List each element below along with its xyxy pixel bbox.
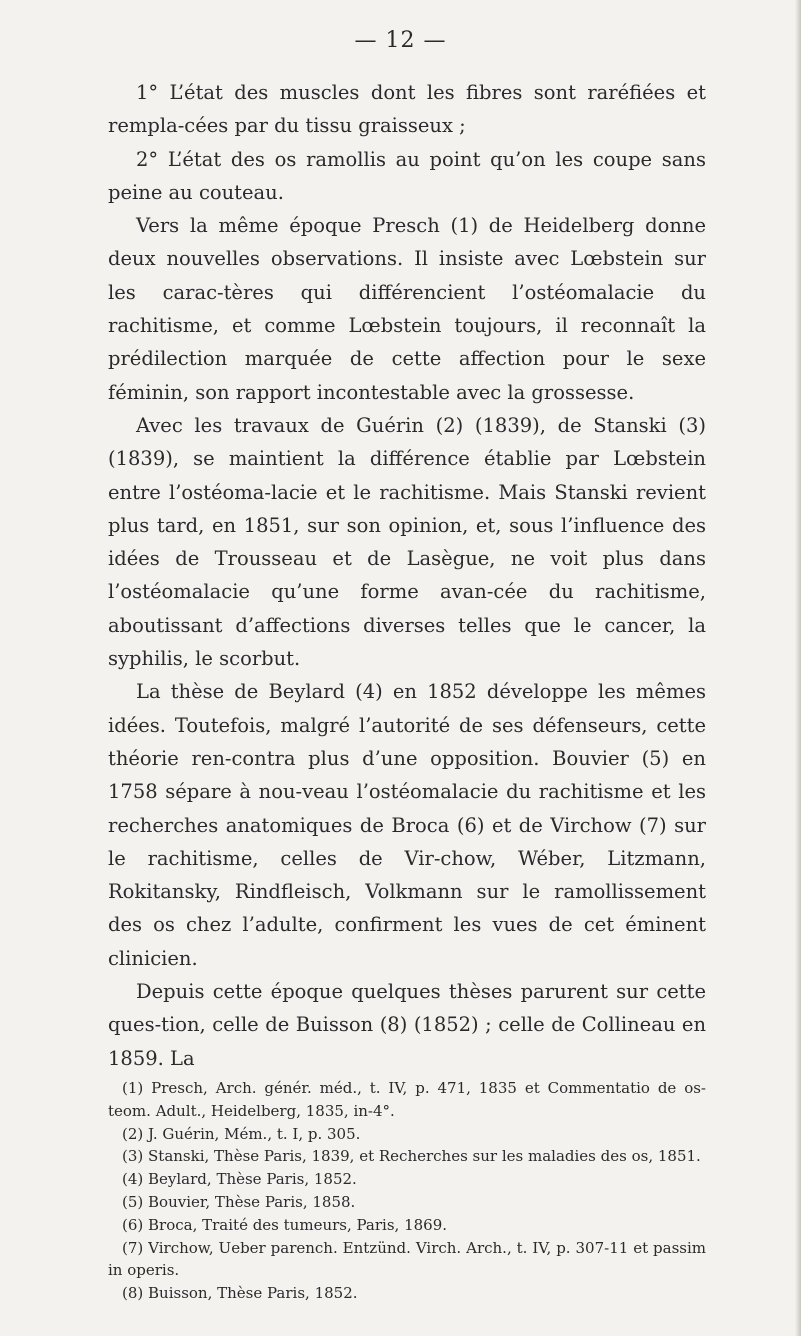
paragraph-6: Depuis cette époque quelques thèses parurent sur cette ques-tion, celle de Buisson (8) (1852) ; celle de Collineau en 1859. La: [108, 980, 706, 1070]
footnote-2: (2) J. Guérin, Mém., t. I, p. 305.: [122, 1124, 361, 1143]
footnote-1: (1) Presch, Arch. génér. méd., t. IV, p. 471, 1835 et Commentatio de os-teom. Adult., Heidelberg, 1835, in-4°.: [108, 1079, 706, 1120]
footnotes: [108, 1077, 706, 1305]
footnote-6: (6) Broca, Traité des tumeurs, Paris, 1869.: [122, 1215, 448, 1234]
page-number: — 12 —: [354, 28, 447, 53]
footnote-5: (5) Bouvier, Thèse Paris, 1858.: [122, 1192, 356, 1211]
paragraph-4: Avec les travaux de Guérin (2) (1839), de Stanski (3) (1839), se maintient la différence établie par Lœbstein entre l’ostéoma-lacie et le rachitisme. Mais Stanski revient plus tard, en 1851, sur son opinion, et, sous l’influence des idées de Trousseau et de Lasègue, ne voit plus dans l’ostéomalacie qu’une forme avan-cée du rachitisme, aboutissant d’affections diverses telles que le cancer, la syphilis, le scorbut.: [108, 413, 706, 671]
paragraph-2: 2° L’état des os ramollis au point qu’on les coupe sans peine au couteau.: [108, 147, 706, 204]
body-text: [108, 76, 706, 1075]
paragraph-1: 1° L’état des muscles dont les fibres sont raréfiées et rempla-cées par du tissu graisseux ;: [108, 81, 706, 138]
page-edge-shadow: [795, 0, 801, 1336]
footnote-4: (4) Beylard, Thèse Paris, 1852.: [122, 1170, 357, 1189]
paragraph-5: La thèse de Beylard (4) en 1852 développe les mêmes idées. Toutefois, malgré l’autorité de ses défenseurs, cette théorie ren-contra plus d’une opposition. Bouvier (5) en 1758 sépare à nou-veau l’ostéomalacie du rachitisme et les recherches anatomiques de Broca (6) et de Virchow (7) sur le rachitisme, celles de Vir-chow, Wéber, Litzmann, Rokitansky, Rindfleisch, Volkmann sur le ramollissement des os chez l’adulte, confirment les vues de cet éminent clinicien.: [108, 680, 706, 970]
footnote-3: (3) Stanski, Thèse Paris, 1839, et Recherches sur les maladies des os, 1851.: [122, 1147, 701, 1166]
paragraph-3: Vers la même époque Presch (1) de Heidelberg donne deux nouvelles observations. Il insiste avec Lœbstein sur les carac-tères qui différencient l’ostéomalacie du rachitisme, et comme Lœbstein toujours, il reconnaît la prédilection marquée de cette affection pour le sexe féminin, son rapport incontestable avec la grossesse.: [108, 214, 706, 404]
footnote-7: (7) Virchow, Ueber parench. Entzünd. Virch. Arch., t. IV, p. 307-11 et passim in operis.: [108, 1238, 706, 1280]
footnote-8: (8) Buisson, Thèse Paris, 1852.: [122, 1284, 358, 1303]
